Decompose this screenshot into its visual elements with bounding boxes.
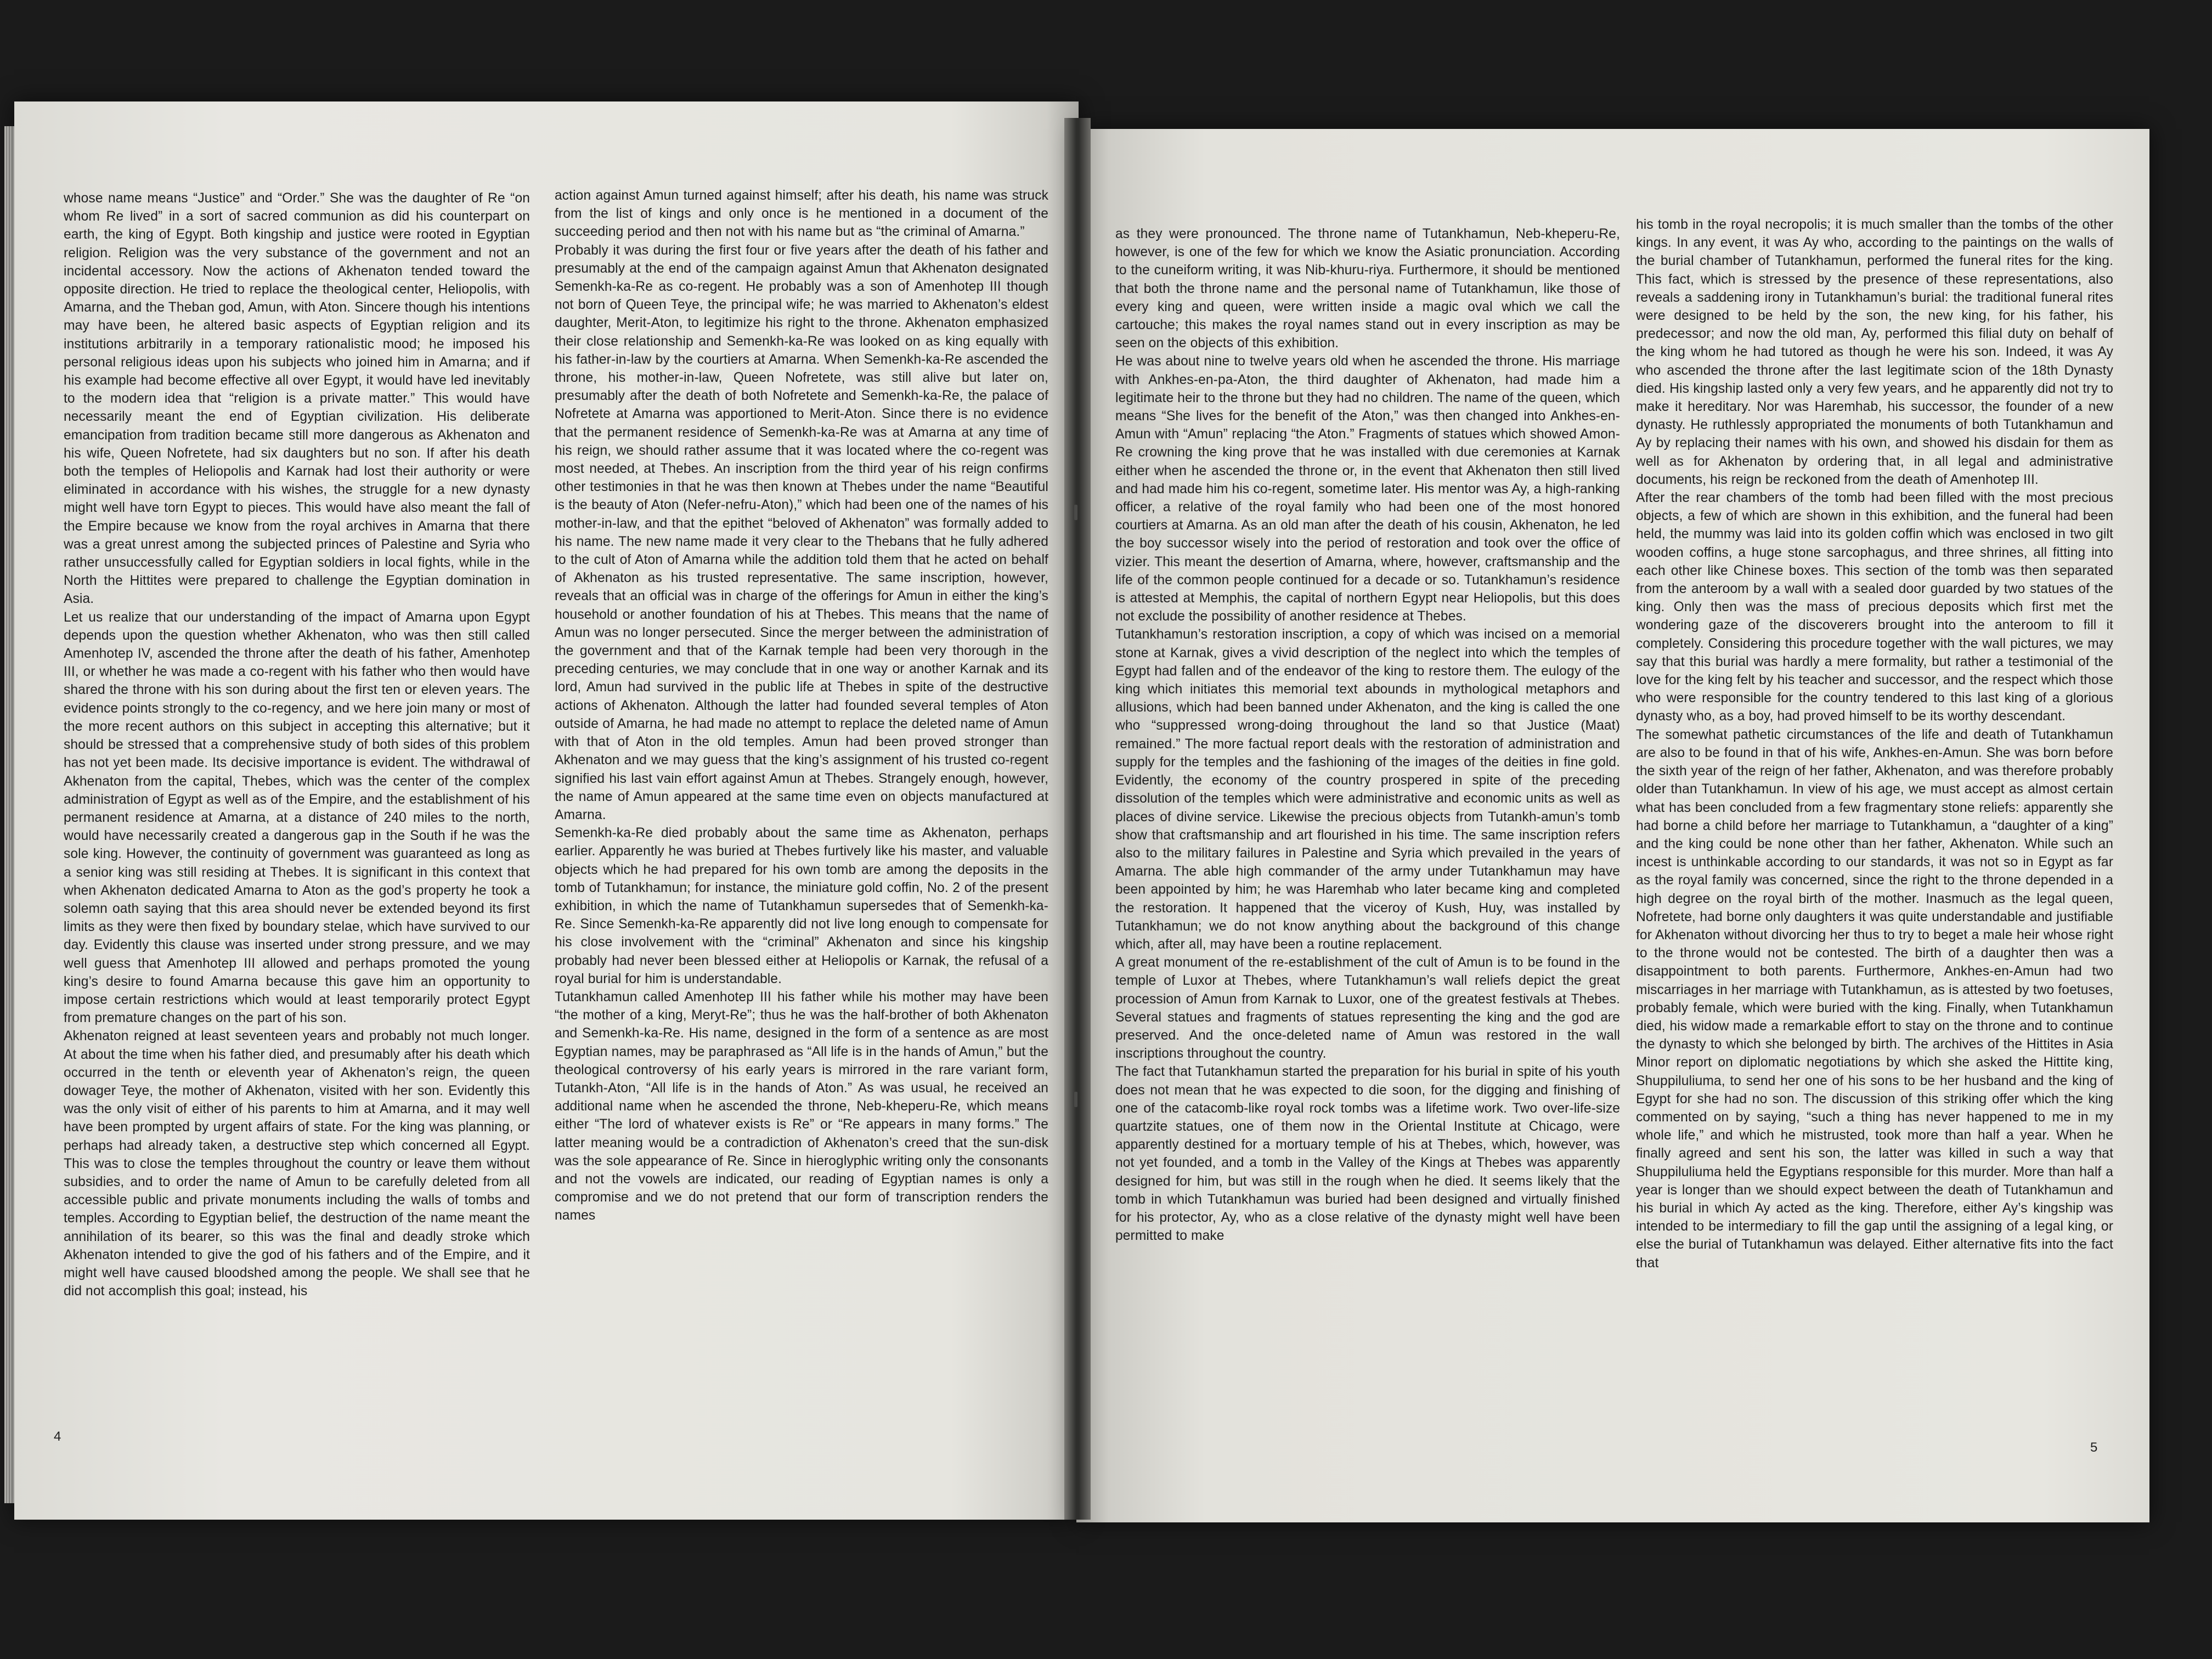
paragraph: Akhenaton reigned at least seventeen years and probably not much longer. At about the time when his father died, and presumably after his death which occurred in the tenth or eleventh year of Akhenaton’s reign, the queen dowager Teye, the mother of Akhenaton, visited with her son. Evidently this was the only visit of either of his parents to him at Amarna, and it may well have been prompted by urgent affairs of state. For the king was planning, or perhaps had already taken, a destructive step which concerned all Egypt. This was to close the temples throughout the country or leave them without subsidies, and to order the name of Amun to be carefully deleted from all accessible public and private monuments including the walls of tombs and temples. According to Egyptian belief, the destruction of the name meant the annihilation of its bearer, so this was the final and deadly stroke which Akhenaton intended to give the god of his fathers and of the Empire, and it might well have caused bloodshed among the people. We shall see that he did not accomplish this goal; instead, his <box>64 1029 530 1299</box>
paragraph: The fact that Tutankhamun started the preparation for his burial in spite of his youth does not mean that he was expected to die soon, for the digging and finishing of one of the catacomb-like royal rock tombs was a lifetime work. Two over-life-size quartzite statues, one of them now in the Oriental Institute at Chicago, were apparently destined for a mortuary temple of his at Thebes, which, however, was not yet founded, and a tomb in the Valley of the Kings at Thebes was apparently designed for him, but was still in the rough when he died. It seems likely that the tomb in which Tutankhamun was buried had been designed and virtually finished for his protector, Ay, who as a close relative of the dynasty might well have been permitted to make <box>1115 1064 1620 1244</box>
left-page <box>14 101 1079 1520</box>
right-page-column-2 <box>1636 216 2113 1272</box>
staple <box>1074 505 1077 520</box>
paragraph: A great monument of the re-establishment of the cult of Amun is to be found in the temple of Luxor at Thebes, where Tutankhamun’s wall reliefs depict the great procession of Amun from Karnak to Luxor, one of the greatest festivals at Thebes. Several statues and fragments of statues representing the king and the god are preserved. And the once-deleted name of Amun was restored in the wall inscriptions throughout the country. <box>1115 955 1620 1062</box>
book-gutter <box>1064 118 1091 1520</box>
paragraph: action against Amun turned against himself; after his death, his name was struck from the list of kings and only once is he mentioned in a document of the succeeding period and then not with his name but as “the criminal of Amarna.” <box>555 188 1048 240</box>
paragraph: Probably it was during the first four or five years after the death of his father and presumably at the end of the campaign against Amun that Akhenaton designated Semenkh-ka-Re as co-regent. He probably was a son of Amenhotep III though not born of Queen Teye, the principal wife; he was married to Akhenaton’s eldest daughter, Merit-Aton, to legitimize his right to the throne. Akhenaton emphasized their close relationship and Semenkh-ka-Re was looked on as king equally with his father-in-law by the courtiers at Amarna. When Semenkh-ka-Re ascended the throne, his mother-in-law, Queen Nofretete, was still alive but later on, presumably after the death of both Nofretete and Semenkh-ka-Re, the palace of Nofretete at Amarna was apportioned to Merit-Aton. Since there is no evidence that the permanent residence of Semenkh-ka-Re was at Amarna at any time of his reign, we should rather assume that it was located where the co-regent was most needed, at Thebes. An inscription from the third year of his reign confirms other testimonies in that he was then known at Thebes under the name “Beautiful is the beauty of Aton (Nefer-nefru-Aton),” which had been one of the names of his mother-in-law, and that the epithet “beloved of Akhenaton” was formally added to his name. The new name made it very clear to the Thebans that he fully adhered to the cult of Aton of Amarna while the addition told them that he acted on behalf of Akhenaton as his trusted representative. The same inscription, however, reveals that an official was in charge of the offerings for Amun in either the king’s household or another foundation of his at Thebes. This means that the name of Amun was no longer persecuted. Since the merger between the administration of the government and that of the Karnak temple had been very thorough in the preceding centuries, we may conclude that in one way or another Karnak and its lord, Amun had survived in the public life at Thebes in spite of the destructive actions of Akhenaton. Although the latter had founded several temples of Aton outside of Amarna, he had made no attempt to replace the deleted name of Amun with that of Aton in the old temples. Amun had been proved stronger than Akhenaton and we may guess that the king’s assignment of his trusted co-regent signified his last vain effort against Amun at Thebes. Strangely enough, however, the name of Amun appeared at the same time even on objects manufactured at Amarna. <box>555 242 1048 822</box>
paragraph: He was about nine to twelve years old when he ascended the throne. His marriage with Ankhes-en-pa-Aton, the third daughter of Akhenaton, had made him a legitimate heir to the throne but they had no children. The name of the queen, which means “She lives for the benefit of the Aton,” was then changed into Ankhes-en-Amun with “Amun” replacing “the Aton.” Fragments of statues which showed Amon-Re crowning the king prove that he was installed with due ceremonies at Karnak either when he ascended the throne or, in the event that Akhenaton then still lived and had made him his co-regent, sometime later. His mentor was Ay, a high-ranking officer, a relative of the royal family who had been one of the most honored courtiers at Amarna. As an old man after the death of his cousin, Akhenaton, he led the boy successor wisely into the period of restoration and took over the office of vizier. This meant the desertion of Amarna, where, however, craftsmanship and the life of the common people continued for a decade or so. Tutankhamun’s residence is attested at Memphis, the capital of northern Egypt near Heliopolis, but this does not exclude the possibility of another residence at Thebes. <box>1115 354 1620 624</box>
page-number-left: 4 <box>54 1429 61 1444</box>
paragraph: his tomb in the royal necropolis; it is much smaller than the tombs of the other kings. In any event, it was Ay who, according to the paintings on the walls of the burial chamber of Tutankhamun, performed the funeral rites for the king. This fact, which is stressed by the presence of these representations, also reveals a saddening irony in Tutankhamun’s burial: the traditional funeral rites were designed to be held by the son, the new king, for his father, his predecessor; and now the old man, Ay, performed this filial duty on behalf of the king whom he had tutored as though he were his son. Indeed, it was Ay who ascended the throne after the last legitimate scion of the 18th Dynasty died. His kingship lasted only a very few years, and he apparently did not try to make it hereditary. Nor was Haremhab, his successor, the founder of a new dynasty. He ruthlessly appropriated the monuments of both Tutankhamun and Ay by replacing their names with his own, and showed his disdain for them as well as for Akhenaton by ordering that, in all legal and administrative documents, his reign be reckoned from the death of Amenhotep III. <box>1636 217 2113 487</box>
left-page-column-2 <box>555 187 1048 1225</box>
paragraph: as they were pronounced. The throne name of Tutankhamun, Neb-kheperu-Re, however, is one of the few for which we know the Asiatic pronunciation. According to the cuneiform writing, it was Nib-khuru-riya. Furthermore, it should be mentioned that both the throne name and the personal name of Tutankhamun, like those of every king and queen, were written inside a magic oval which we call the cartouche; this makes the royal names stand out in every inscription as may be seen on the objects of this exhibition. <box>1115 227 1620 351</box>
staple <box>1074 1092 1077 1107</box>
paragraph: Tutankhamun’s restoration inscription, a copy of which was incised on a memorial stone at Karnak, gives a vivid description of the neglect into which the temples of Egypt had fallen and of the endeavor of the king to restore them. The eulogy of the king which initiates this memorial text abounds in mythological metaphors and allusions, which had been banned under Akhenaton, and the king is called the one who “suppressed wrong-doing throughout the land so that Justice (Maat) remained.” The more factual report deals with the restoration of administration and supply for the temples and the fashioning of the images of the deities in fine gold. Evidently, the economy of the country prospered in spite of the preceding dissolution of the temples which were administrative and economic units as well as places of divine service. Likewise the precious objects from Tutankh-amun’s tomb show that craftsmanship and art flourished in his time. The same inscription refers also to the military failures in Palestine and Syria which prevailed in the years of Amarna. The able high commander of the army under Tutankhamun may have been appointed by him; he was Haremhab who later became king and completed the restoration. It happened that the viceroy of Kush, Huy, was installed by Tutankhamun; we do not know anything about the background of this change which, after all, may have been a routine replacement. <box>1115 627 1620 952</box>
right-page-column-1 <box>1115 225 1620 1245</box>
paragraph: Semenkh-ka-Re died probably about the same time as Akhenaton, perhaps earlier. Apparently he was buried at Thebes furtively like his master, and valuable objects which he had prepared for his own tomb are among the deposits in the tomb of Tutankhamun; for instance, the miniature gold coffin, No. 2 of the present exhibition, in which the name of Tutankhamun supersedes that of Semenkh-ka-Re. Since Semenkh-ka-Re apparently did not live long enough to compensate for his close involvement with the “criminal” Akhenaton and since his kingship probably had never been blessed either at Heliopolis or Karnak, the refusal of a royal burial for him is understandable. <box>555 826 1048 986</box>
paragraph: Let us realize that our understanding of the impact of Amarna upon Egypt depends upon the question whether Akhenaton, who was then still called Amenhotep IV, ascended the throne after the death of his father, Amenhotep III, or whether he was made a co-regent with his father who then would have shared the throne with his son during about the first ten or eleven years. The evidence points strongly to the co-regency, and we here join many or most of the more recent authors on this subject in accepting this alternative; but it should be stressed that a comprehensive study of both sides of this problem has not yet been made. Its decisive importance is evident. The withdrawal of Akhenaton from the capital, Thebes, which was the center of the complex administration of Egypt as well as of the Empire, and the establishment of his permanent residence at Amarna, at a distance of 240 miles to the north, would have necessarily created a dangerous gap in the South if he was the sole king. However, the continuity of government was guaranteed as long as a senior king was still residing at Thebes. It is significant in this context that when Akhenaton dedicated Amarna to Aton as the god’s property he took a solemn oath saying that this area should never be extended beyond its first limits as they were then fixed by boundary stelae, which have survived to our day. Evidently this clause was inserted under strong pressure, and we may well guess that Amenhotep III allowed and perhaps promoted the young king’s desire to found Amarna because this gave him an opportunity to impose certain restrictions which would at least temporarily protect Egypt from premature changes on the part of his son. <box>64 610 530 1026</box>
right-page <box>1076 129 2149 1522</box>
paragraph: The somewhat pathetic circumstances of the life and death of Tutankhamun are also to be found in that of his wife, Ankhes-en-Amun. She was born before the sixth year of the reign of her father, Akhenaton, and was therefore probably older than Tutankhamun. In view of his age, we must accept as almost certain what has been concluded from a few fragmentary stone reliefs: apparently she had borne a child before her marriage to Tutankhamun, a “daughter of a king” and the king could be none other than her father, Akhenaton. While such an incest is unthinkable according to our standards, it was not so in Egypt as far as the royal family was concerned, since the right to the throne depended in a high degree on the royal birth of the mother. Inasmuch as the legal queen, Nofretete, had borne only daughters it was quite understandable and justifiable for Akhenaton without divorcing her thus to try to beget a male heir whose right to the throne would not be contested. The birth of a daughter then was a disappointment to both parents. Furthermore, Ankhes-en-Amun had two miscarriages in her marriage with Tutankhamun, as is attested by two foetuses, probably female, which were buried with the king. Finally, when Tutankhamun died, his widow made a remarkable effort to stay on the throne and to continue the dynasty to which she belonged by birth. The archives of the Hittites in Asia Minor report on diplomatic negotiations by which she asked the Hittite king, Shuppiluliuma, to send her one of his sons to be her husband and the king of Egypt for she had no son. The discussion of this striking offer which the king commented on by saying, “such a thing has never happened to me in my whole life,” and which he mistrusted, took more than half a year. When he finally agreed and sent his son, the latter was killed in such a way that Shuppiluliuma held the Egyptians responsible for this murder. More than half a year is longer than we should expect between the death of Tutankhamun and his burial in which Ay acted as the king. Therefore, either Ay’s kingship was intended to be intermediary to fill the gap until the assigning of a legal king, or else the burial of Tutankhamun was delayed. Either alternative fits into the fact that <box>1636 727 2113 1271</box>
paragraph: whose name means “Justice” and “Order.” She was the daughter of Re “on whom Re lived” in a sort of sacred communion as did his counterpart on earth, the king of Egypt. Both kingship and justice were rooted in Egyptian religion. Religion was the very substance of the government and not an incidental accessory. Now the actions of Akhenaton tended toward the opposite direction. He tried to replace the theological center, Heliopolis, with Amarna, and the Theban god, Amun, with Aton. Sincere though his intentions may have been, he altered basic aspects of Egyptian religion and its institutions arbitrarily in a temporary rationalistic mood; he imposed his personal religious ideas upon his subjects who joined him in Amarna; and if his example had become effective all over Egypt, it would have led inevitably to the modern idea that “religion is a private matter.” This would have necessarily meant the end of Egyptian civilization. His deliberate emancipation from tradition became still more dangerous as Akhenaton and his wife, Queen Nofretete, had six daughters but no son. If after his death both the temples of Heliopolis and Karnak had lost their authority or were eliminated in accordance with his wishes, the struggle for a new dynasty might well have torn Egypt to pieces. This would have also meant the fall of the Empire because we know from the royal archives in Amarna that there was a great unrest among the subjected princes of Palestine and Syria who rather unsuccessfully called for Egyptian soldiers in local fights, while in the North the Hittites were prepared to challenge the Egyptian domination in Asia. <box>64 191 530 607</box>
paragraph: Tutankhamun called Amenhotep III his father while his mother may have been “the mother of a king, Meryt-Re”; thus he was the half-brother of both Akhenaton and Semenkh-ka-Re. His name, designed in the form of a sentence as are most Egyptian names, may be paraphrased as “All life is in the hands of Amun,” but the theological controversy of his early years is mirrored in the rare variant form, Tutankh-Aton, “All life is in the hands of Aton.” As was usual, he received an additional name when he ascended the throne, Neb-kheperu-Re, which means either “The lord of whatever exists is Re” or “Re appears in many forms.” The latter meaning would be a contradiction of Akhenaton’s creed that the sun-disk was the sole appearance of Re. Since in hieroglyphic writing only the consonants and not the vowels are indicated, our reading of Egyptian names is only a compromise and we do not pretend that our form of transcription renders the names <box>555 989 1048 1223</box>
page-number-right: 5 <box>2090 1440 2098 1455</box>
left-page-column-1 <box>64 189 530 1300</box>
paragraph: After the rear chambers of the tomb had been filled with the most precious objects, a few of which are shown in this exhibition, and the funeral had been held, the mummy was laid into its golden coffin which was enclosed in two gilt wooden coffins, a huge stone sarcophagus, and three shrines, all fitting into each other like Chinese boxes. This section of the tomb was then separated from the anteroom by a wall with a sealed door guarded by two statues of the king. Only then was the mass of precious deposits which first met the wondering gaze of the discoverers brought into the anteroom to fill it completely. Considering this procedure together with the wall pictures, we may say that this burial was hardly a mere formality, but rather a testimonial of the love for the king felt by his teacher and successor, and the respect which those who were responsible for the country tendered to this last king of a glorious dynasty who, as a boy, had proved himself to be its worthy descendant. <box>1636 490 2113 724</box>
